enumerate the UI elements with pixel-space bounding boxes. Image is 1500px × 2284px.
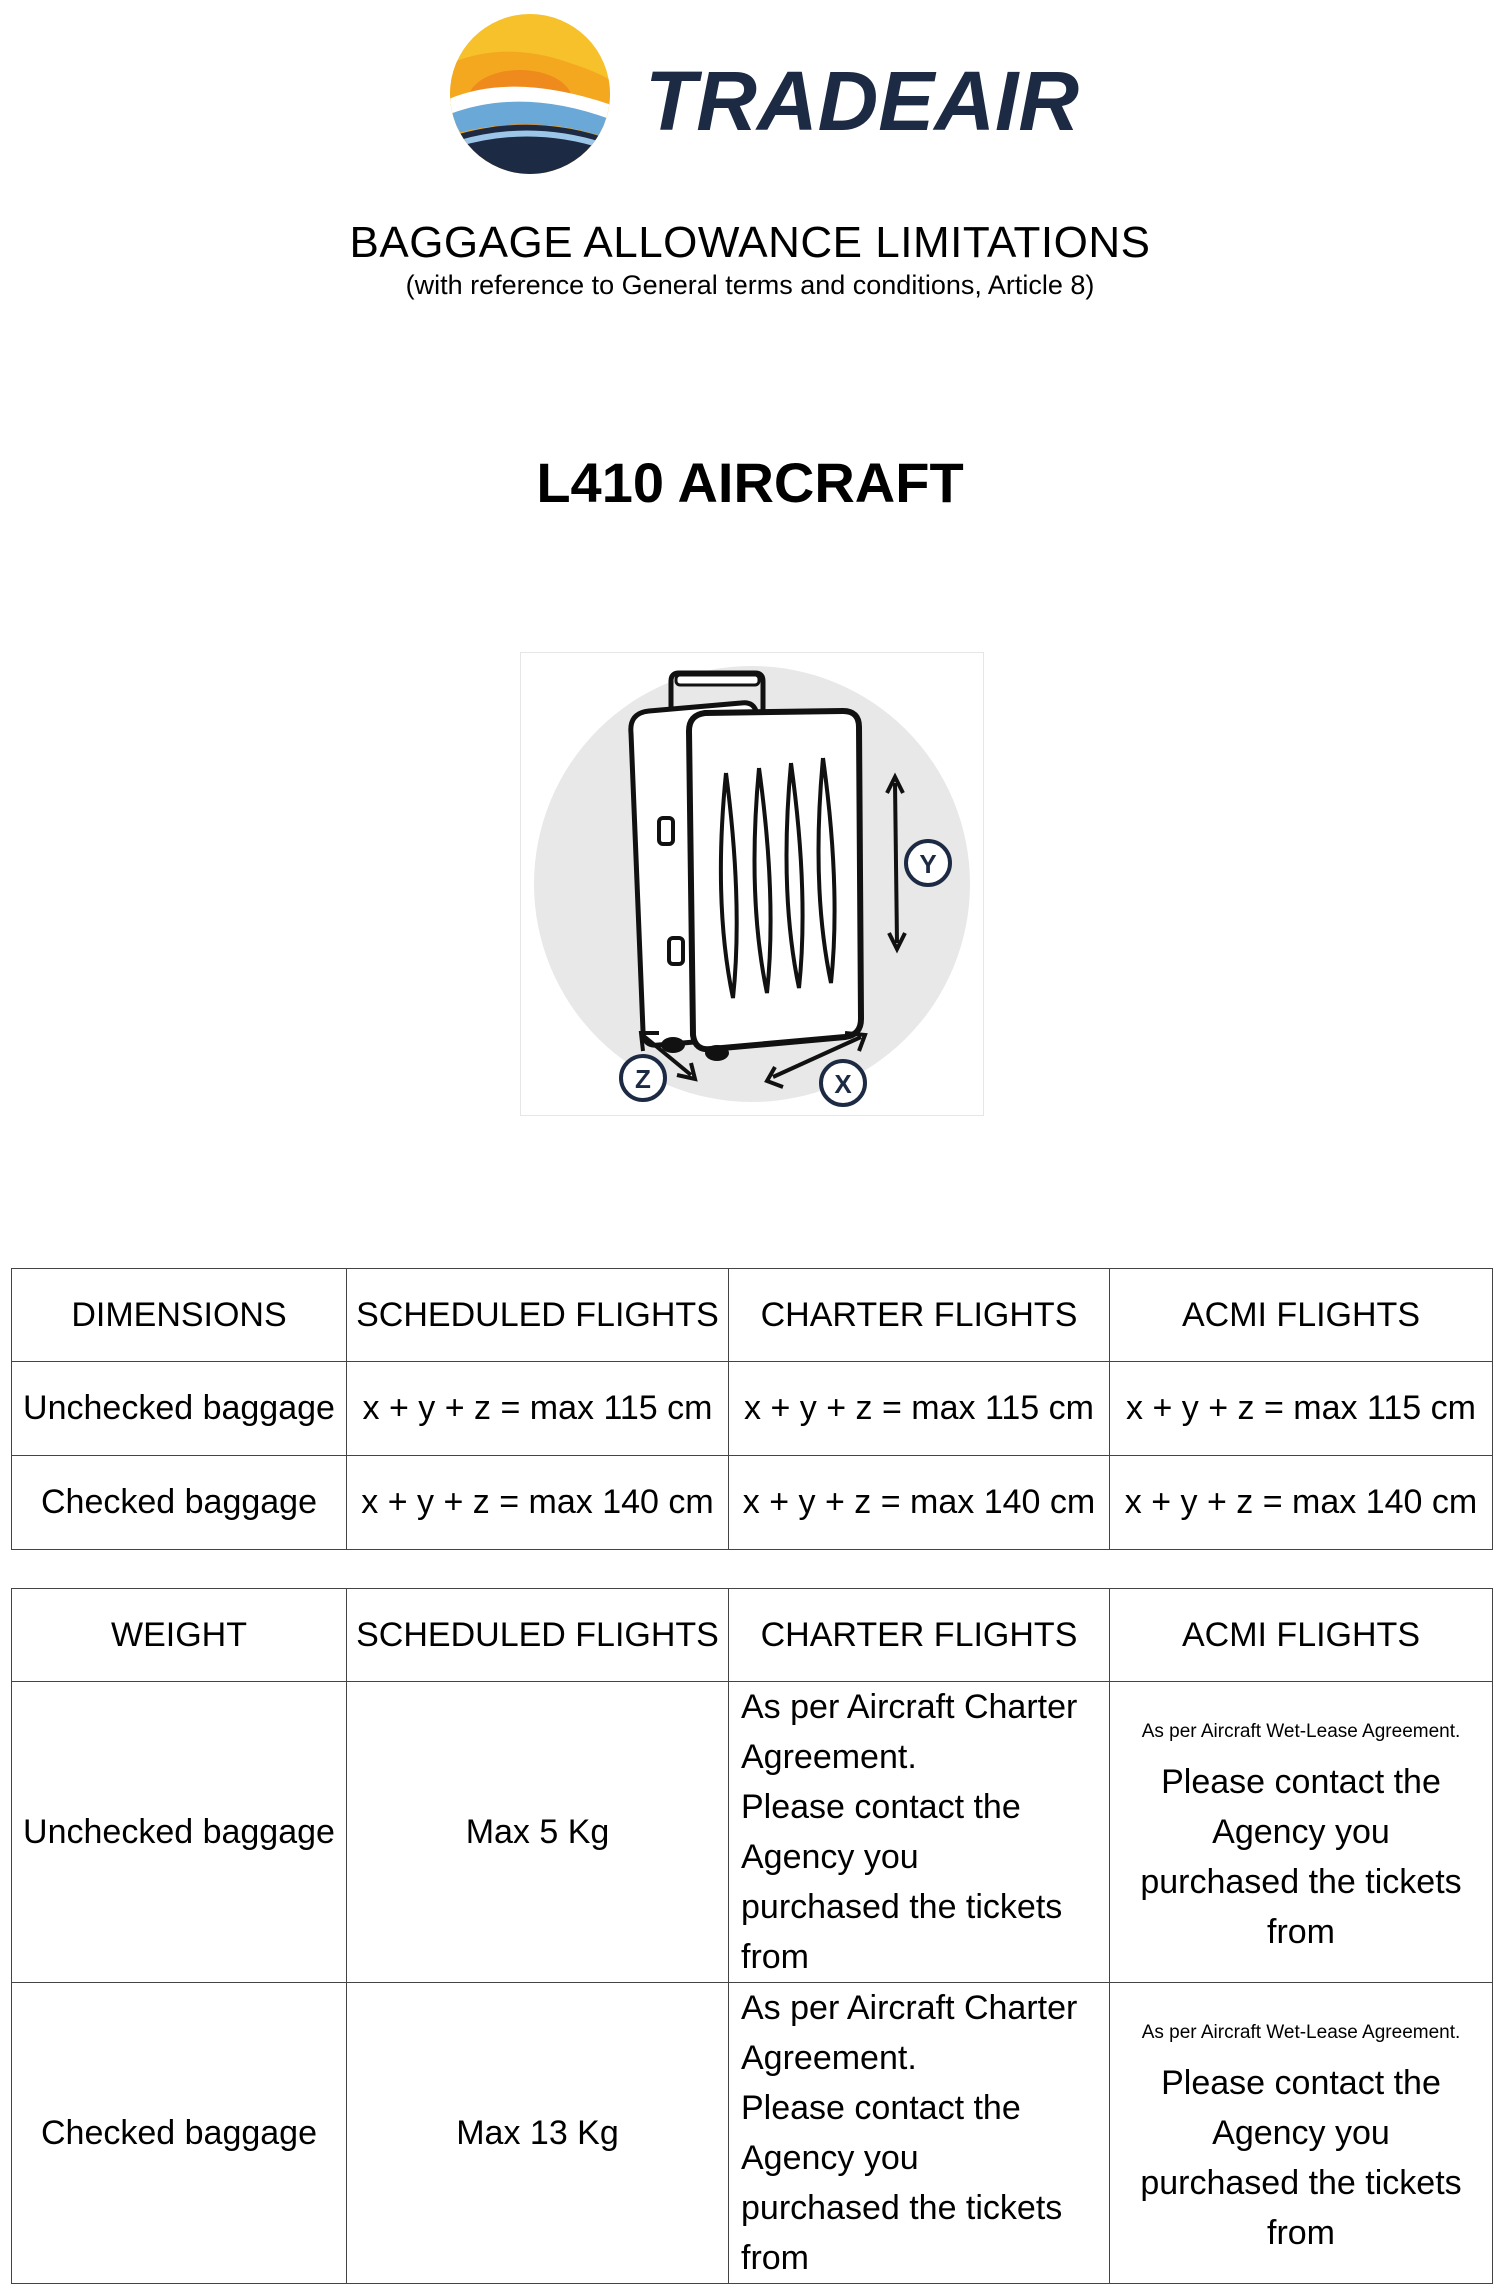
table-cell: x + y + z = max 115 cm — [1110, 1362, 1493, 1456]
column-header: CHARTER FLIGHTS — [729, 1589, 1110, 1682]
table-header-row — [12, 1269, 1493, 1362]
charter-note-cell: As per Aircraft Charter Agreement. Please contact the Agency you purchased the tickets from — [729, 1682, 1110, 1983]
dimensions-table — [11, 1268, 1493, 1550]
table-cell: x + y + z = max 140 cm — [347, 1456, 729, 1550]
table-row — [12, 1362, 1493, 1456]
suitcase-diagram — [520, 652, 984, 1116]
acmi-note-cell: As per Aircraft Wet-Lease Agreement. Please contact the Agency you purchased the tickets from — [1110, 1682, 1493, 1983]
table-row — [12, 1682, 1493, 1983]
row-label: Unchecked baggage — [12, 1682, 347, 1983]
column-header: SCHEDULED FLIGHTS — [347, 1589, 729, 1682]
x-label-icon — [821, 1061, 865, 1105]
column-header: SCHEDULED FLIGHTS — [347, 1269, 729, 1362]
tradeair-logo — [440, 8, 1080, 178]
page-subtitle: (with reference to General terms and conditions, Article 8) — [405, 270, 1095, 300]
page-title: BAGGAGE ALLOWANCE LIMITATIONS — [349, 218, 1151, 267]
table-row — [12, 1456, 1493, 1550]
brand-name: TRADEAIR — [645, 54, 1079, 148]
acmi-note-cell: As per Aircraft Wet-Lease Agreement. Please contact the Agency you purchased the tickets from — [1110, 1983, 1493, 2284]
column-header: CHARTER FLIGHTS — [729, 1269, 1110, 1362]
table-cell: x + y + z = max 115 cm — [729, 1362, 1110, 1456]
column-header: ACMI FLIGHTS — [1110, 1589, 1493, 1682]
table-cell: x + y + z = max 115 cm — [347, 1362, 729, 1456]
z-label-icon — [621, 1056, 665, 1100]
svg-text:Y: Y — [919, 849, 937, 879]
svg-text:X: X — [834, 1069, 852, 1099]
column-header: DIMENSIONS — [12, 1269, 347, 1362]
table-cell: Max 5 Kg — [347, 1682, 729, 1983]
table-cell: x + y + z = max 140 cm — [1110, 1456, 1493, 1550]
charter-note-cell: As per Aircraft Charter Agreement. Please contact the Agency you purchased the tickets from — [729, 1983, 1110, 2284]
column-header: WEIGHT — [12, 1589, 347, 1682]
y-label-icon — [906, 841, 950, 885]
table-cell: Max 13 Kg — [347, 1983, 729, 2284]
table-row — [12, 1983, 1493, 2284]
row-label: Checked baggage — [12, 1456, 347, 1550]
column-header: ACMI FLIGHTS — [1110, 1269, 1493, 1362]
svg-text:Z: Z — [635, 1064, 651, 1094]
table-header-row — [12, 1589, 1493, 1682]
aircraft-heading: L410 AIRCRAFT — [536, 451, 964, 514]
weight-table — [11, 1588, 1493, 2284]
row-label: Checked baggage — [12, 1983, 347, 2284]
row-label: Unchecked baggage — [12, 1362, 347, 1456]
table-cell: x + y + z = max 140 cm — [729, 1456, 1110, 1550]
